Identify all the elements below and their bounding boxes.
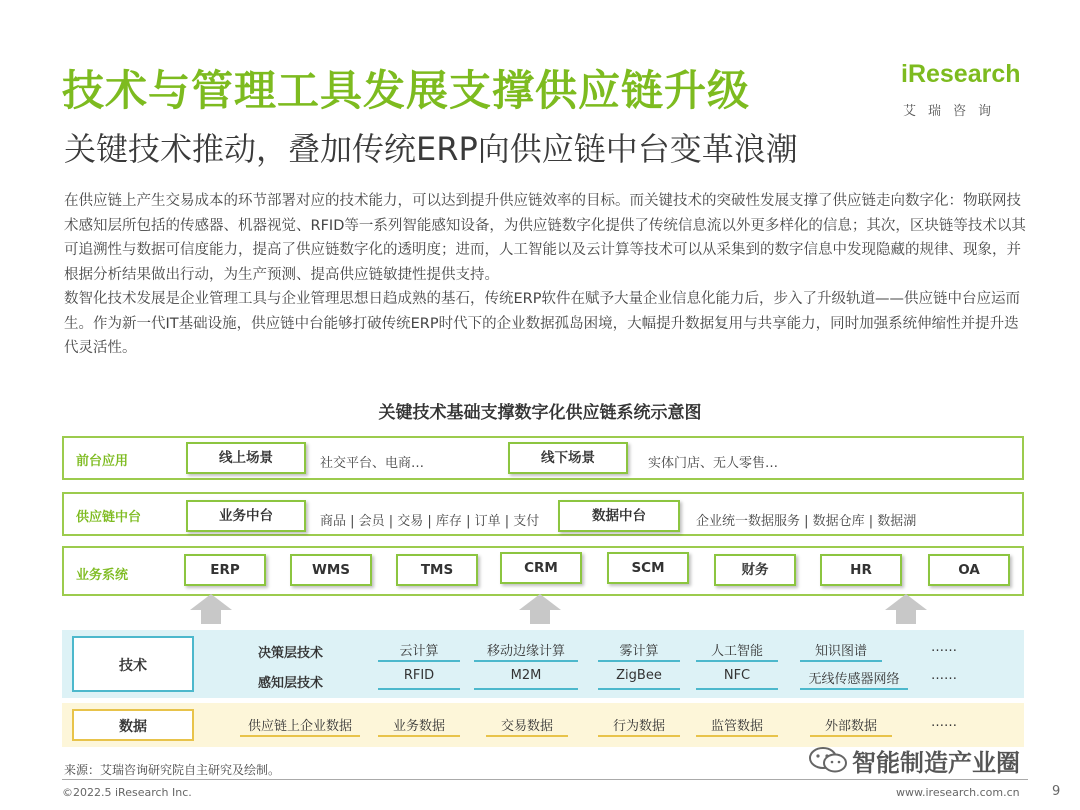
data-item-external: 外部数据 [824, 719, 877, 734]
underline [486, 735, 568, 737]
page-subtitle: 关键技术推动，叠加传统ERP向供应链中台变革浪潮 [64, 130, 798, 168]
system-erp: ERP [184, 554, 266, 586]
source-note: 来源：艾瑞咨询研究院自主研究及绘制。 [64, 763, 281, 777]
page-number: 9 [1052, 784, 1061, 799]
underline [240, 735, 360, 737]
logo-brand: iResearch [901, 60, 1021, 88]
system-scm: SCM [607, 552, 689, 584]
underline [378, 735, 460, 737]
tech-label: 技术 [72, 636, 194, 692]
up-arrow-icon [190, 594, 232, 628]
front-layer-label: 前台应用 [76, 454, 129, 469]
underline [378, 688, 460, 690]
systems-layer-label: 业务系统 [76, 568, 129, 583]
data-label: 数据 [72, 709, 194, 741]
underline [696, 735, 778, 737]
offline-scene-desc: 实体门店、无人零售… [648, 456, 779, 471]
tech-item-fog: 雾计算 [619, 644, 659, 659]
tech-item-ai: 人工智能 [710, 644, 763, 659]
watermark-text: 智能制造产业圈 [852, 749, 1020, 777]
underline [598, 735, 680, 737]
business-platform-node: 业务中台 [186, 500, 306, 532]
online-scene-node: 线上场景 [186, 442, 306, 474]
tech-item-zigbee: ZigBee [616, 668, 662, 683]
front-layer [62, 436, 1024, 480]
underline [810, 735, 892, 737]
page-title: 技术与管理工具发展支撑供应链升级 [62, 66, 751, 115]
data-item-more: …… [931, 715, 957, 730]
underline [474, 660, 578, 662]
tech-item-more: …… [931, 640, 957, 655]
underline [800, 660, 882, 662]
body-paragraph-2: 数智化技术发展是企业管理工具与企业管理思想日趋成熟的基石，传统ERP软件在赋予大量企业信息化能力后，步入了升级轨道——供应链中台应运而生。作为新一代IT基础设施，供应链中台能够打破传统ERP时代下的企业数据孤岛困境，大幅提升数据复用与共享能力，同时加强系统伸缩性并提升迭代灵活性。 [64, 291, 1020, 357]
systems-layer [62, 546, 1024, 596]
data-item-enterprise: 供应链上企业数据 [247, 719, 352, 734]
underline [598, 660, 680, 662]
data-item-business: 业务数据 [392, 719, 445, 734]
data-item-behavior: 行为数据 [612, 719, 665, 734]
wechat-icon [808, 746, 848, 778]
data-item-regulatory: 监管数据 [710, 719, 763, 734]
data-layer [62, 703, 1024, 747]
underline [696, 688, 778, 690]
system-finance: 财务 [714, 554, 796, 586]
online-scene-desc: 社交平台、电商… [320, 456, 425, 471]
tech-item-kg: 知识图谱 [814, 644, 867, 659]
underline [474, 688, 578, 690]
body-paragraph-1: 在供应链上产生交易成本的环节部署对应的技术能力，可以达到提升供应链效率的目标。而关键技术的突破性发展支撑了供应链走向数字化：物联网技术感知层所包括的传感器、机器视觉、RFID等一系列智能感知设备，为供应链数字化提供了传统信息流以外更多样化的信息；其次，区块链等技术以其可追溯性与数据可信度能力，提高了供应链数字化的透明度；进而，人工智能以及云计算等技术可以从采集到的数字信息中发现隐藏的规律、现象，并根据分析结果做出行动，为生产预测、提高供应链敏捷性提供支持。 [64, 193, 1026, 283]
business-platform-desc: 商品 | 会员 | 交易 | 库存 | 订单 | 支付 [320, 514, 540, 529]
data-platform-node: 数据中台 [558, 500, 680, 532]
system-hr: HR [820, 554, 902, 586]
tech-item-rfid: RFID [403, 668, 435, 683]
underline [800, 688, 908, 690]
footer-divider [62, 779, 1028, 780]
system-tms: TMS [396, 554, 478, 586]
decision-layer-label: 决策层技术 [258, 646, 324, 661]
tech-item-mec: 移动边缘计算 [486, 644, 565, 659]
underline [598, 688, 680, 690]
logo-sub: 艾瑞咨询 [903, 104, 1004, 119]
middle-layer [62, 492, 1024, 536]
tech-item-nfc: NFC [723, 668, 751, 683]
iresearch-logo [893, 60, 1033, 122]
data-platform-desc: 企业统一数据服务 | 数据仓库 | 数据湖 [696, 514, 917, 529]
middle-layer-label: 供应链中台 [76, 510, 142, 525]
tech-item-more-2: …… [931, 668, 957, 683]
tech-item-wsn: 无线传感器网络 [808, 672, 900, 687]
data-item-transaction: 交易数据 [500, 719, 553, 734]
tech-layer [62, 630, 1024, 698]
perception-layer-label: 感知层技术 [258, 676, 324, 691]
system-wms: WMS [290, 554, 372, 586]
tech-item-m2m: M2M [510, 668, 542, 683]
underline [378, 660, 460, 662]
copyright: ©2022.5 iResearch Inc. [62, 786, 192, 799]
system-crm: CRM [500, 552, 582, 584]
website-link[interactable]: www.iresearch.com.cn [896, 786, 1020, 799]
system-oa: OA [928, 554, 1010, 586]
offline-scene-node: 线下场景 [508, 442, 628, 474]
up-arrow-icon [519, 594, 561, 628]
diagram-title: 关键技术基础支撑数字化供应链系统示意图 [378, 403, 702, 423]
underline [696, 660, 778, 662]
up-arrow-icon [885, 594, 927, 628]
tech-item-cloud: 云计算 [399, 644, 439, 659]
